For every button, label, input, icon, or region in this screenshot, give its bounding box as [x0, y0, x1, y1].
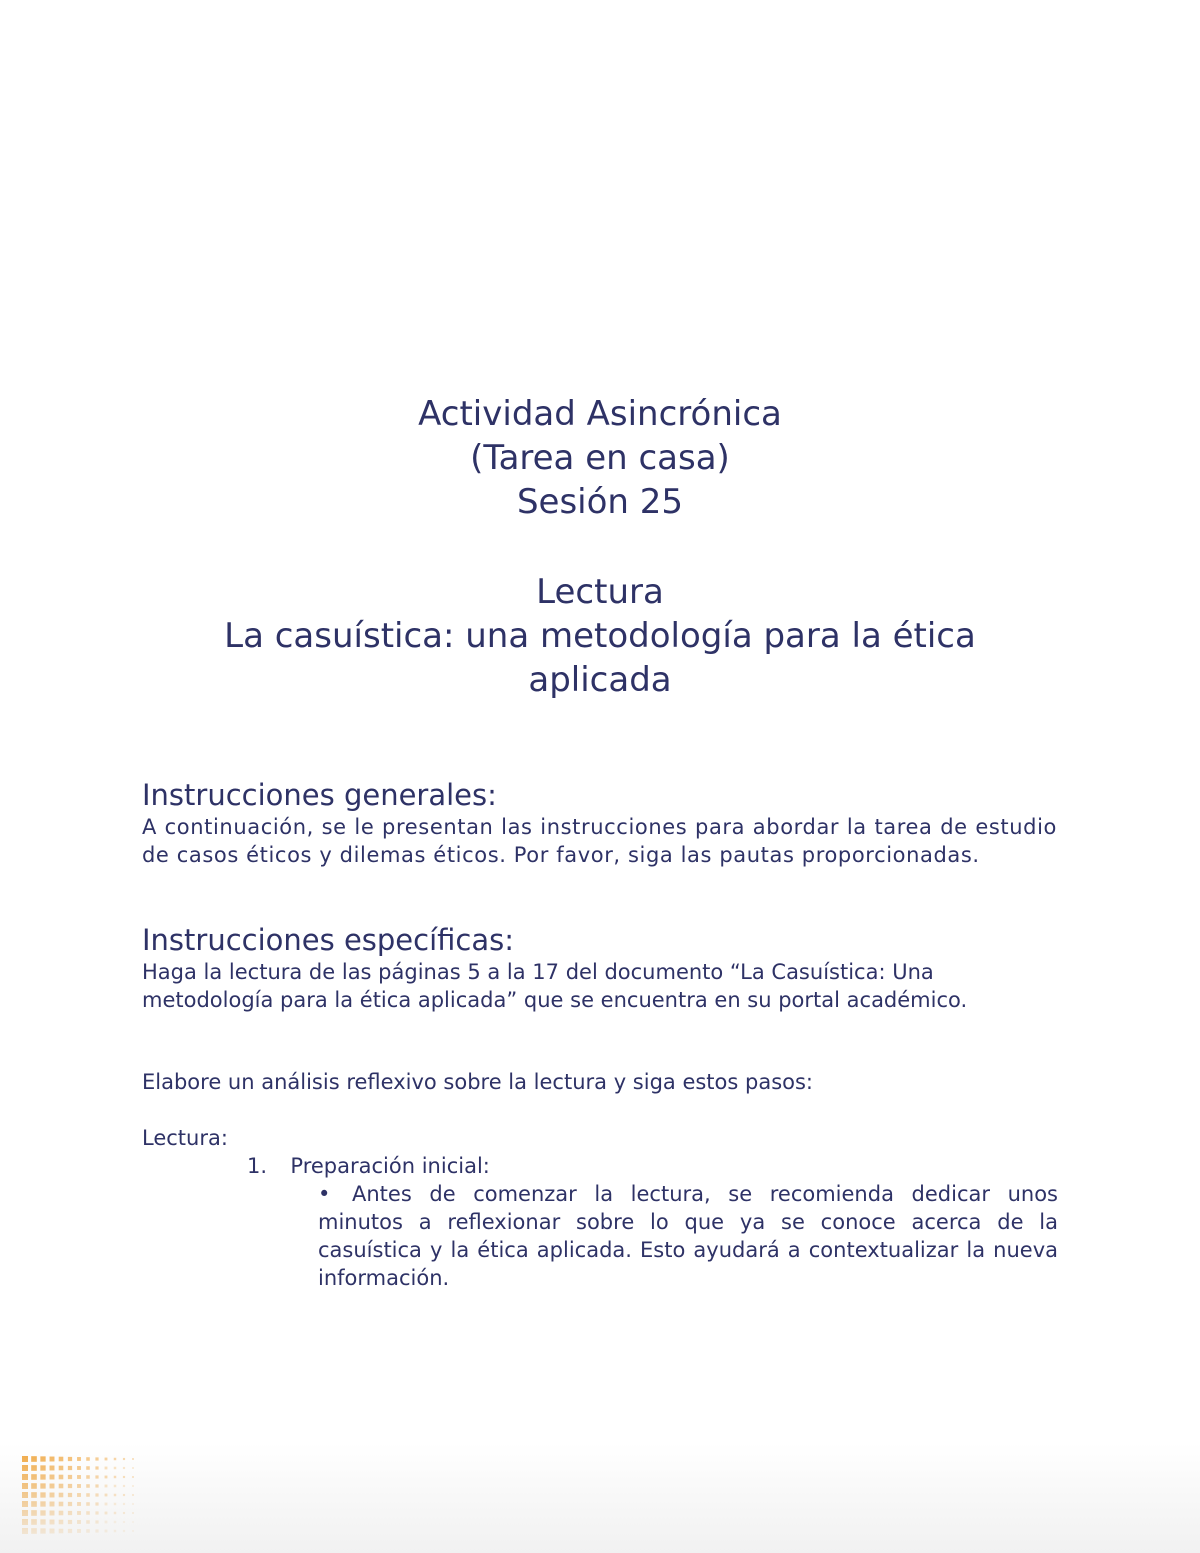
- specific-instructions-section: [142, 922, 1057, 1014]
- bullet-text: Antes de comenzar la lectura, se recomienda dedicar unos minutos a reflexionar sobre lo que ya se conoce acerca de la casuística y la ética aplicada. Esto ayudará a contextualizar la nueva información.: [318, 1182, 1058, 1290]
- lectura-label: Lectura:: [142, 1126, 228, 1150]
- list-item-label: Preparación inicial:: [290, 1154, 490, 1178]
- specific-instructions-heading: Instrucciones específicas:: [142, 923, 515, 957]
- activity-title: Actividad Asincrónica: [418, 394, 782, 434]
- list-item: [247, 1152, 490, 1180]
- reading-title-line2: aplicada: [528, 660, 672, 700]
- general-instructions-section: [142, 777, 1057, 869]
- steps-intro-text: Elabore un análisis reflexivo sobre la lectura y siga estos pasos:: [142, 1070, 814, 1094]
- activity-title-block: [0, 392, 1200, 524]
- reading-title-block: [0, 570, 1200, 702]
- session-number: Sesión 25: [516, 482, 684, 522]
- general-instructions-text: A continuación, se le presentan las instrucciones para abordar la tarea de estudio de casos éticos y dilemas éticos. Por favor, siga las pautas proporcionadas.: [142, 815, 1057, 867]
- general-instructions-heading: Instrucciones generales:: [142, 778, 497, 812]
- activity-subtitle: (Tarea en casa): [470, 438, 730, 478]
- bullet-item: [318, 1180, 1058, 1292]
- page-bottom-shadow: [0, 1443, 1200, 1553]
- reading-label: Lectura: [536, 572, 664, 612]
- specific-instructions-text: Haga la lectura de las páginas 5 a la 17 del documento “La Casuística: Una metodología para la ética aplicada” que se encuentra en su portal académico.: [142, 960, 968, 1012]
- reading-title-line1: La casuística: una metodología para la ética: [224, 616, 976, 656]
- list-item-number: 1.: [247, 1154, 268, 1178]
- bullet-icon: •: [318, 1182, 331, 1206]
